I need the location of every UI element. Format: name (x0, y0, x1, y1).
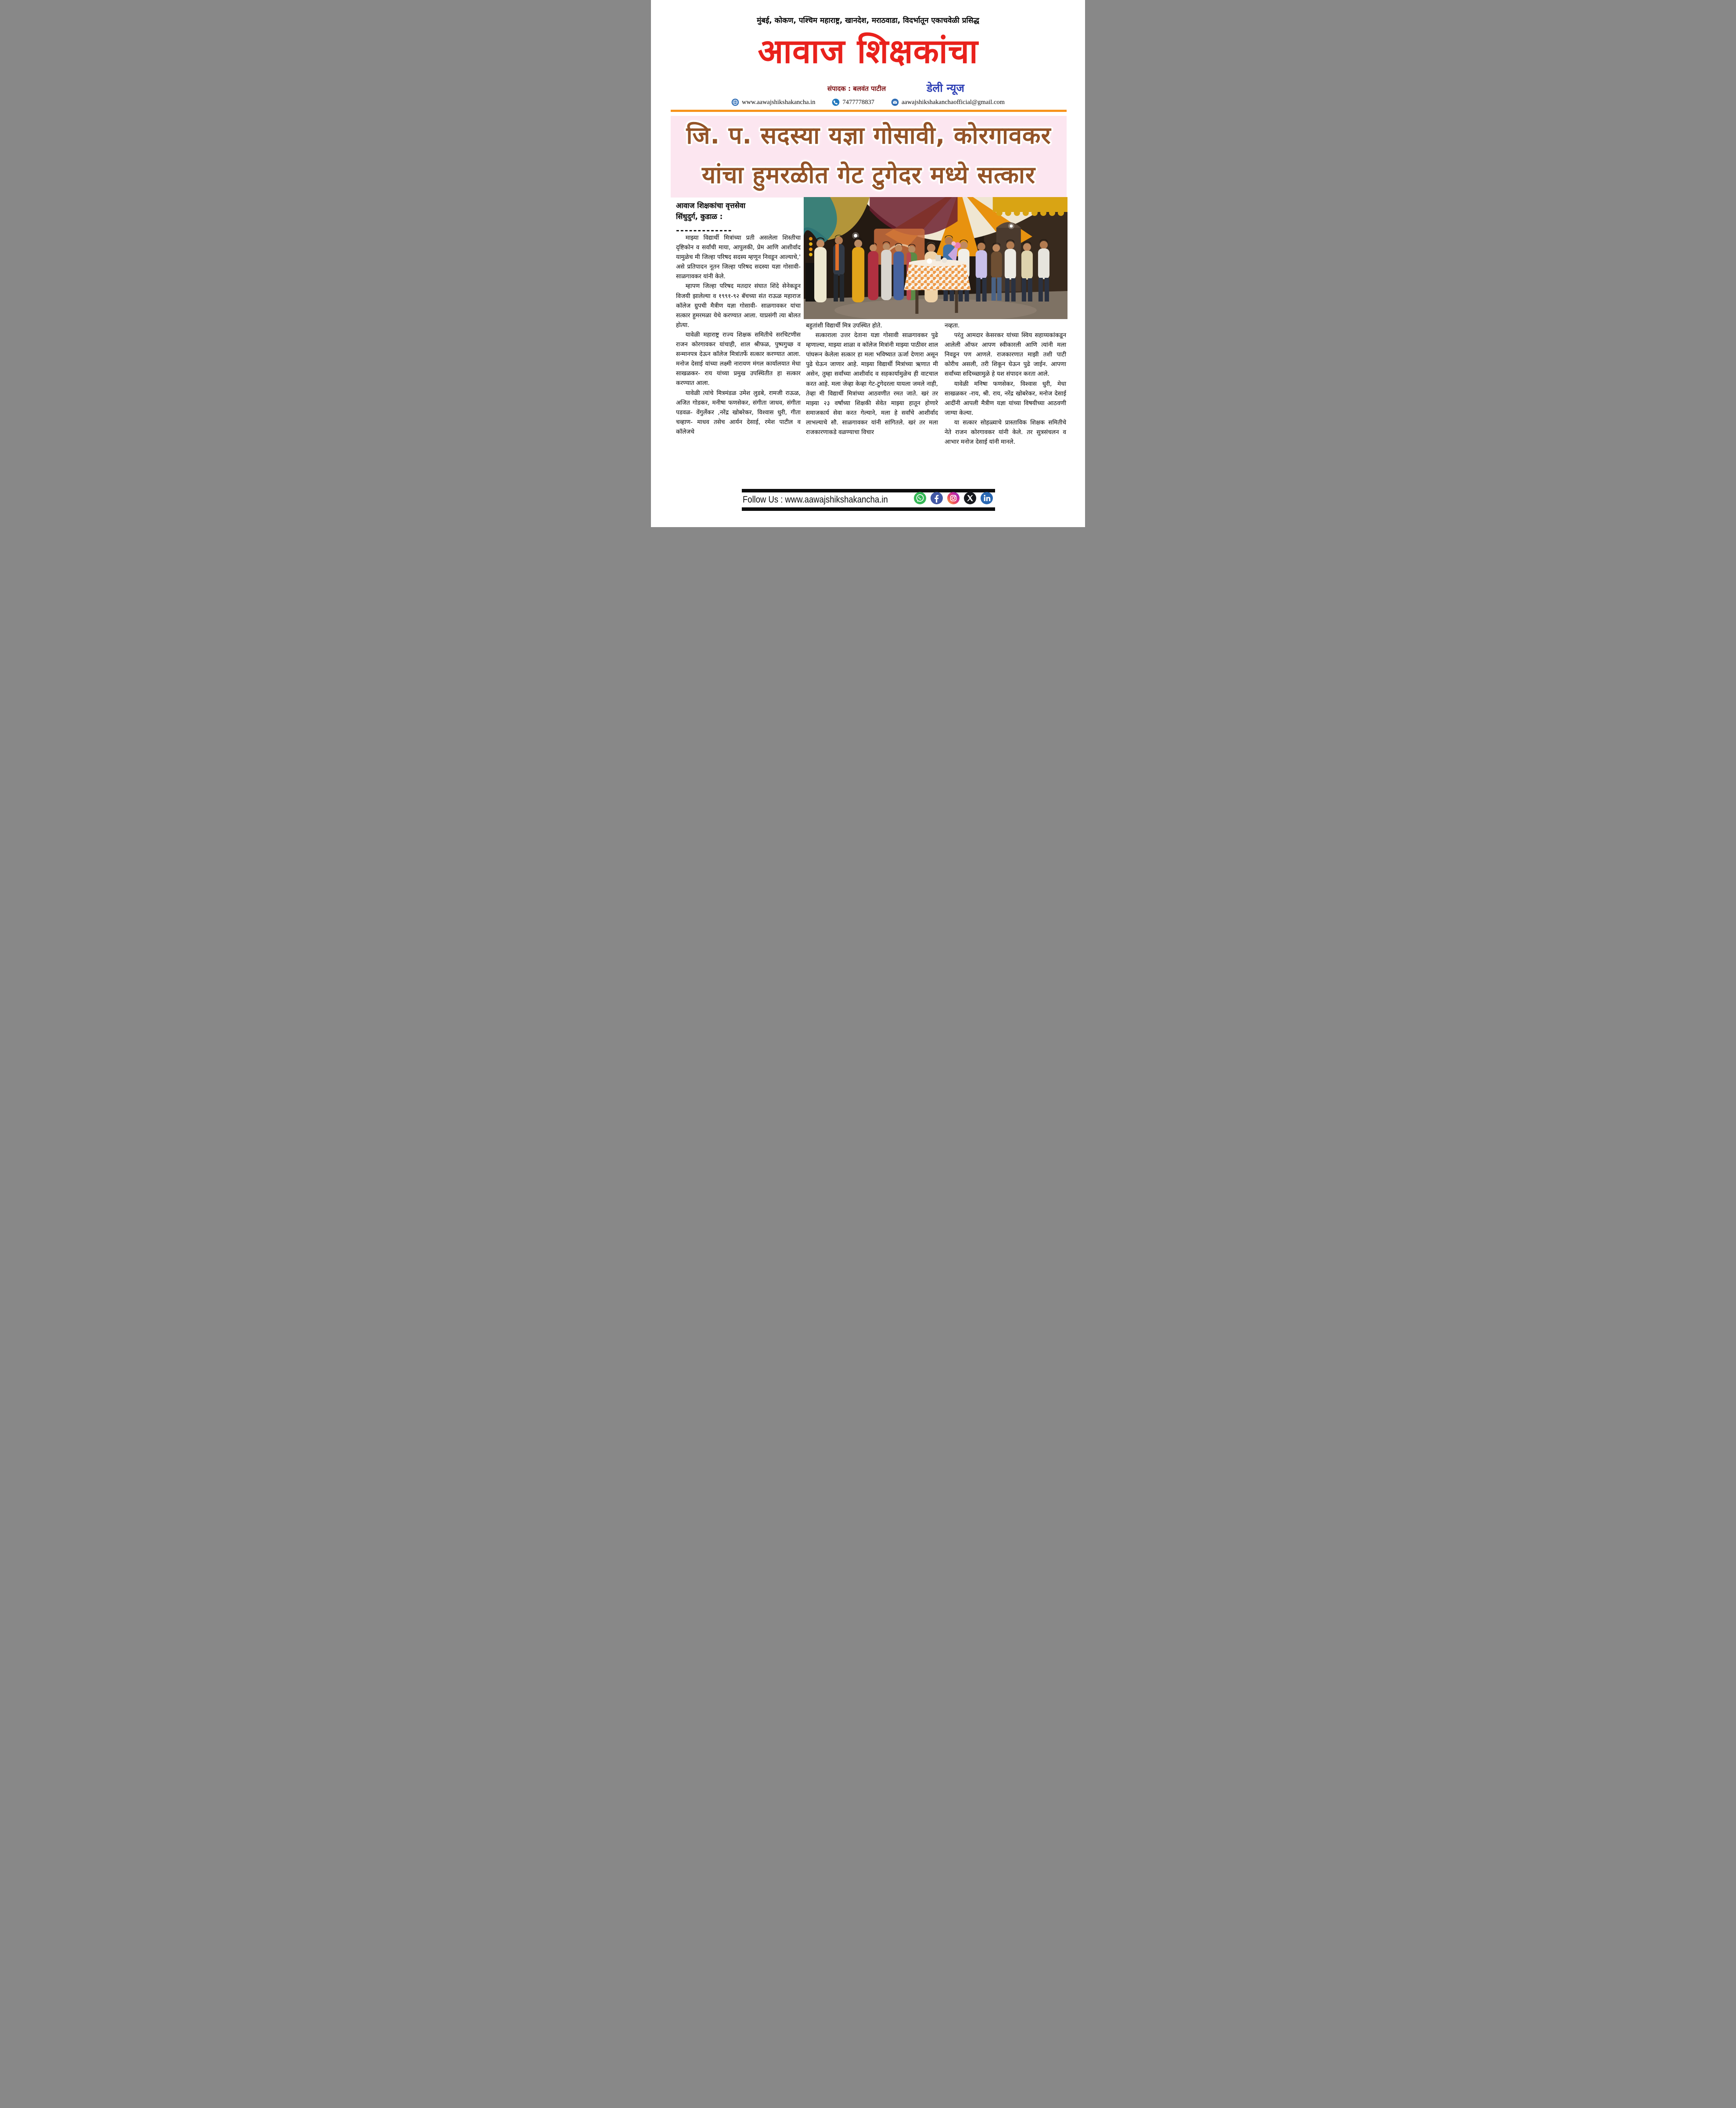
follow-us-label: Follow Us : www.aawajshikshakancha.in (743, 495, 888, 505)
byline-divider: ------------- (676, 226, 733, 235)
newspaper-page (651, 0, 1085, 527)
masthead-title: आवाज शिक्षकांचा (758, 32, 978, 71)
footer-bottom-rule (742, 507, 995, 511)
website-item (731, 98, 815, 106)
article-paragraph: या सत्कार सोहळ्याचे प्रास्ताविक शिक्षक समितीचे नेते राजन कोरगावकर यांनी केले. तर सुत्रसंचलन व आभार मनोज देसाई यांनी मानले. (945, 419, 1066, 446)
instagram-icon (947, 492, 960, 505)
byline-agency: आवाज शिक्षकांचा वृत्तसेवा (676, 201, 746, 210)
email-icon (891, 98, 899, 106)
article-paragraph: बहुतांशी विद्यार्थी मित्र उपस्थित होते. (806, 322, 882, 329)
email-text: aawajshikshakanchaofficial@gmail.com (901, 98, 1005, 106)
phone-text: 7477778837 (842, 98, 874, 106)
orange-divider (671, 110, 1067, 112)
headline-banner (671, 116, 1067, 198)
event-photo (804, 197, 1067, 319)
x-icon (963, 492, 977, 505)
phone-icon (832, 98, 840, 106)
article-paragraph: नव्हता. (945, 322, 960, 329)
phone-item (832, 98, 874, 106)
article-column-3 (945, 321, 1066, 447)
whatsapp-icon (913, 492, 927, 505)
email-item (891, 98, 1005, 106)
headline-line1: जि. प. सदस्या यज्ञा गोसावी, कोरगावकर (686, 122, 1051, 149)
article-paragraph: परंतु आमदार केसरकर यांच्या स्विय सहाय्यकांकडून आलेली ऑफर आपण स्वीकारली आणि त्यांनी मला निवडून पण आणले. राजकारणात माझी तशी पाटी कोरीच असली, तरी शिकून घेऊन पुढे जाईन. आपणा सर्वांच्या सदिच्च्छामुळे हे यश संपादन करता आले. (945, 332, 1066, 378)
facebook-icon (930, 492, 943, 505)
masthead-tagline: मुंबई, कोकण, पश्चिम महाराष्ट्र, खानदेश, मराठवाडा, विदर्भातून एकाचवेळी प्रसिद्ध (757, 16, 979, 25)
headline-line2: यांचा हुमरळीत गेट टुगेदर मध्ये सत्कार (702, 161, 1035, 189)
article-column-1 (676, 233, 801, 437)
article-paragraph: यावेळी त्यांचे मित्रमंडळ उमेश लुडबे, रामजी राऊळ, अजित गोडकर, मनीषा फणसेकर, संगीता जाधव, संगीता पडवळ- वेंगुर्लेकर ,नरेंद्र खोबरेकर, विश्वास धुरी, गीता चव्हाण- माधव तसेच आर्यन देसाई, रमेश पाटील व कॉलेजचे (676, 389, 801, 435)
byline-place: सिंधुदुर्ग, कुडाळ : (676, 212, 723, 221)
article-paragraph: माझ्या विद्यार्थी मित्रांच्या प्रती असलेला शिस्तीचा दृष्टिकोन व सर्वांची माया, आपुलकी, प्रेम आणि आशीर्वाद यामुळेच मी जिल्हा परिषद सदस्य म्हणून निवडून आल्याचे,' असे प्रतिपादन नूतन जिल्हा परिषद सदस्या यज्ञा गोसावी- साळगावकर यांनी केले. (676, 234, 801, 280)
contact-bar (651, 98, 1085, 106)
globe-icon (731, 98, 739, 106)
editor-line: संपादक : बलवंत पाटील (827, 85, 886, 93)
article-paragraph: यावेळी महाराष्ट्र राज्य शिक्षक समितीचे सरचिटणीस राजन कोरगावकर यांचाही, शाल श्रीफळ, पुष्पगुच्छ व सन्मानपत्र देऊन कॉलेज मित्रांतर्फे सत्कार करण्यात आला. मनोज देसाई यांच्या लक्ष्मी नारायण मंगल कार्यालयात मेधा साखळकर- राय यांच्या प्रमुख उपस्थितीत हा सत्कार करण्यात आला. (676, 331, 801, 387)
website-text: www.aawajshikshakancha.in (742, 98, 816, 106)
article-paragraph: सत्काराला उत्तर देताना यज्ञा गोसावी साळगावकर पुढे म्हणाल्या, माझ्या शाळा व कॉलेज मित्रांनी माझ्या पाठीवर शाल पांघरून केलेला सत्कार हा मला भविष्यात ऊर्जा देणारा असून पुढे घेऊन जाणार आहे. माझ्या विद्यार्थी मित्रांच्या ऋणात मी असेन, तुम्हा सर्वांच्या आशीर्वाद व सहकार्यामुळेच ही वाटचाल करत आहे. मला जेव्हा केव्हा गेट-टुगेदरला यायला जमले नाही, तेव्हा मी विद्यार्थी मित्रांच्या आठवणीत रमत जाते. खरं तर माझ्या २३ वर्षांच्या शिक्षकी सेवेत माझ्या हातून होणारे समाजकार्य सेवा करत गेल्याने, मला हे सर्वांचे आशीर्वाद लाभल्याचे सौ. साळगावकर यांनी सांगितले. खरं तर मला राजकारणाकडे वळण्याचा विचार (806, 332, 938, 436)
edition-label: डेली न्यूज (927, 82, 964, 94)
social-icons-row (913, 492, 993, 505)
byline-block (676, 200, 801, 236)
article-column-2 (806, 321, 938, 437)
article-paragraph: म्हापण जिल्हा परिषद मतदार संघात शिंदे सेनेकडून विजयी झालेल्या व १९९१-९२ बॅचच्या संत राऊळ महाराज कॉलेज ग्रुपची मैत्रीण यज्ञा गोसावी- साळगावकर यांचा सत्कार हुमरमळा येथे करण्यात आला. याप्रसंगी त्या बोलत होत्या. (676, 283, 801, 329)
article-paragraph: यावेळी मनिषा फणसेकर, विश्वास धुरी, मेधा साखळकर -राय, श्री. राय, नरेंद्र खोबरेकर, मनोज देसाई आदींनी आपली मैत्रीण यज्ञा यांच्या विषयीच्या आठवणी जाग्या केल्या. (945, 380, 1066, 417)
linkedin-icon (980, 492, 993, 505)
